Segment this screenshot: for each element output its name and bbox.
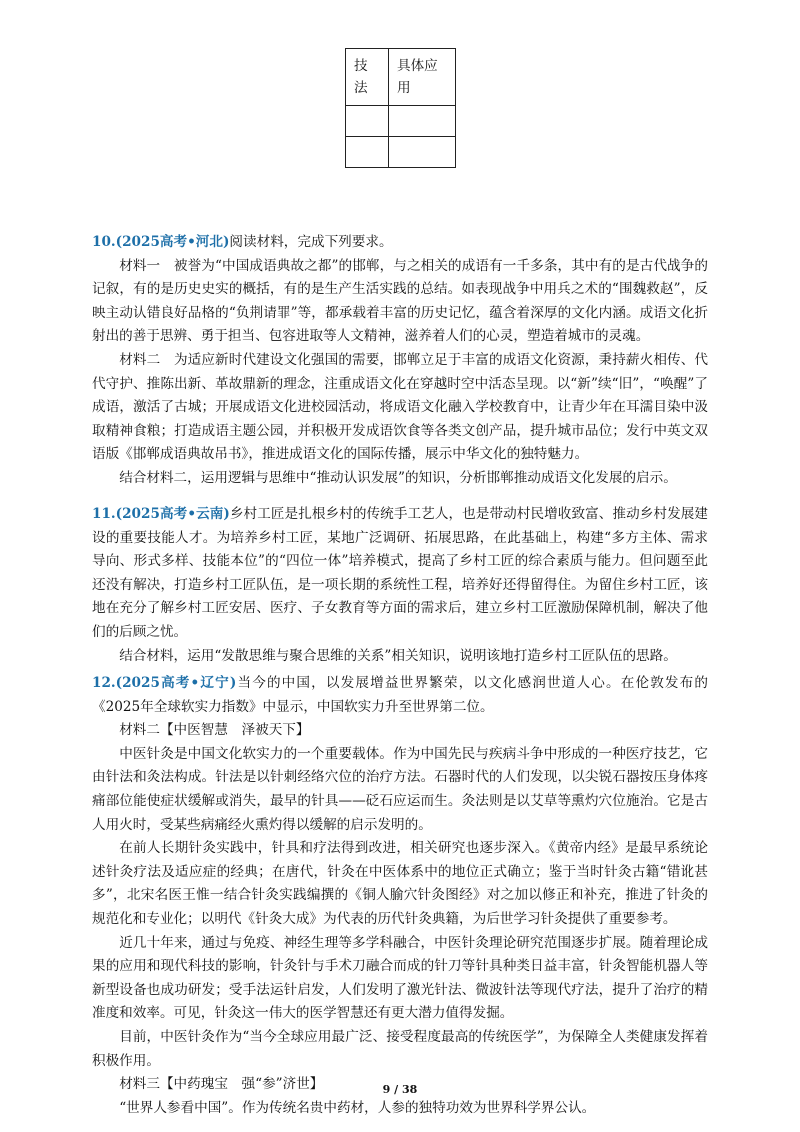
question-11 — [92, 503, 708, 668]
table-cell — [389, 137, 456, 168]
material-1: 材料一 被誉为“中国成语典故之都”的邯郸，与之相关的成语有一千多条，其中有的是古代战争的记叙，有的是历史史实的概括，有的是生产生活实践的总结。如表现战争中用兵之术的“围魏救赵”，反映主动认错良好品格的“负荆请罪”等，都承载着丰富的历史记忆，蕴含着深厚的文化内涵。成语文化折射出的善于思辨、勇于担当、包容进取等人文精神，滋养着人们的心灵，塑造着城市的灵魂。 — [92, 257, 708, 345]
material-2-paragraph-1: 中医针灸是中国文化软实力的一个重要载体。作为中国先民与疾病斗争中形成的一种医疗技艺，它由针法和灸法构成。针法是以针刺经络穴位的治疗方法。石器时代的人们发现，以尖锐石器按压身体疼痛部位能使症状缓解或消失，最早的针具——砭石应运而生。灸法则是以艾草等熏灼穴位施治。它是古人用火时，受某些病痛经火熏灼得以缓解的启示发明的。 — [92, 745, 708, 833]
material-2-title: 材料二【中医智慧 泽被天下】 — [119, 722, 310, 739]
question-10-task: 结合材料二，运用逻辑与思维中“推动认识发展”的知识，分析邯郸推动成语文化发展的启示。 — [119, 469, 677, 486]
table-header-technique: 技法 — [346, 49, 389, 106]
question-number: 11. — [92, 506, 116, 522]
question-10 — [92, 231, 708, 491]
question-12-intro — [92, 672, 708, 719]
question-prompt: 阅读材料，完成下列要求。 — [229, 234, 393, 250]
page-number: 9 / 38 — [382, 1083, 418, 1096]
material-2: 材料二 为适应新时代建设文化强国的需要，邯郸立足于丰富的成语文化资源，秉持薪火相传、代代守护、推陈出新、革故鼎新的理念，注重成语文化在穿越时空中活态呈现。以“新”续“旧”，“唤醒”了成语，激活了古城；开展成语文化进校园活动，将成语文化融入学校教育中，让青少年在耳濡目染中汲取精神食粮；打造成语主题公园，并积极开发成语饮食等各类文创产品，提升城市品位；发行中英文双语版《邯郸成语典故吊书》，推进成语文化的国际传播，展示中华文化的独特魅力。 — [92, 351, 708, 463]
question-11-task: 结合材料，运用“发散思维与聚合思维的关系”相关知识，说明该地打造乡村工匠队伍的思路。 — [119, 647, 677, 664]
material-2-paragraph-4: 目前，中医针灸作为“当今全球应用最广泛、接受程度最高的传统医学”，为保障全人类健康发挥着积极作用。 — [92, 1028, 708, 1069]
technique-table — [345, 48, 456, 168]
question-number: 10. — [92, 234, 116, 250]
material-3-title: 材料三【中药瑰宝 强“参”济世】 — [119, 1076, 324, 1093]
question-intro-text: 当今的中国，以发展增益世界繁荣，以文化感润世道人心。在伦敦发布的《2025年全球软实力指数》中显示，中国软实力升至世界第二位。 — [92, 675, 709, 715]
question-source: (2025高考•河北) — [115, 234, 230, 250]
table-cell — [346, 106, 389, 137]
question-11-body — [92, 503, 708, 645]
material-2-paragraph-2: 在前人长期针灸实践中，针具和疗法得到改进，相关研究也逐步深入。《黄帝内经》是最早系统论述针灸疗法及适应症的经典；在唐代，针灸在中医体系中的地位正式确立；鉴于当时针灸古籍“错讹甚多”，北宋名医王惟一结合针灸实践编撰的《铜人腧穴针灸图经》对之加以修正和补充，推进了针灸的规范化和专业化；以明代《针灸大成》为代表的历代针灸典籍，为后世学习针灸提供了重要参考。 — [92, 840, 708, 927]
material-2-paragraph-3: 近几十年来，通过与免疫、神经生理等多学科融合，中医针灸理论研究范围逐步扩展。随着理论成果的应用和现代科技的影响，针灸针与手术刀融合而成的针刀等针具种类日益丰富，针灸智能机器人等新型设备也成功研发；受手法运针启发，人们发明了激光针法、微波针法等现代疗法，提升了治疗的精准度和效率。可见，针灸这一伟大的医学智慧还有更大潜力值得发掘。 — [92, 934, 708, 1022]
question-text: 乡村工匠是扎根乡村的传统手工艺人，也是带动村民增收致富、推动乡村发展建设的重要技能人才。为培养乡村工匠，某地广泛调研、拓展思路，在此基础上，构建“多方主体、需求导向、形式多样、技能本位”的“四位一体”培养模式，提高了乡村工匠的综合素质与能力。但问题至此还没有解决，打造乡村工匠队伍，是一项长期的系统性工程，培养好还得留得住。为留住乡村工匠，该地在充分了解乡村工匠安居、医疗、子女教育等方面的需求后，建立乡村工匠激励保障机制，解决了他们的后顾之忧。 — [92, 506, 708, 640]
question-12 — [92, 672, 708, 1120]
question-10-heading — [92, 231, 708, 255]
table-header-application: 具体应用 — [389, 49, 456, 106]
question-source: (2025高考•云南) — [115, 506, 230, 522]
table-cell — [346, 137, 389, 168]
material-3-paragraph-1: “世界人参看中国”。作为传统名贵中药材，人参的独特功效为世界科学界公认。 — [119, 1099, 596, 1116]
question-number: 12. — [92, 675, 116, 691]
table-cell — [389, 106, 456, 137]
question-source: (2025高考•辽宁) — [115, 675, 237, 691]
